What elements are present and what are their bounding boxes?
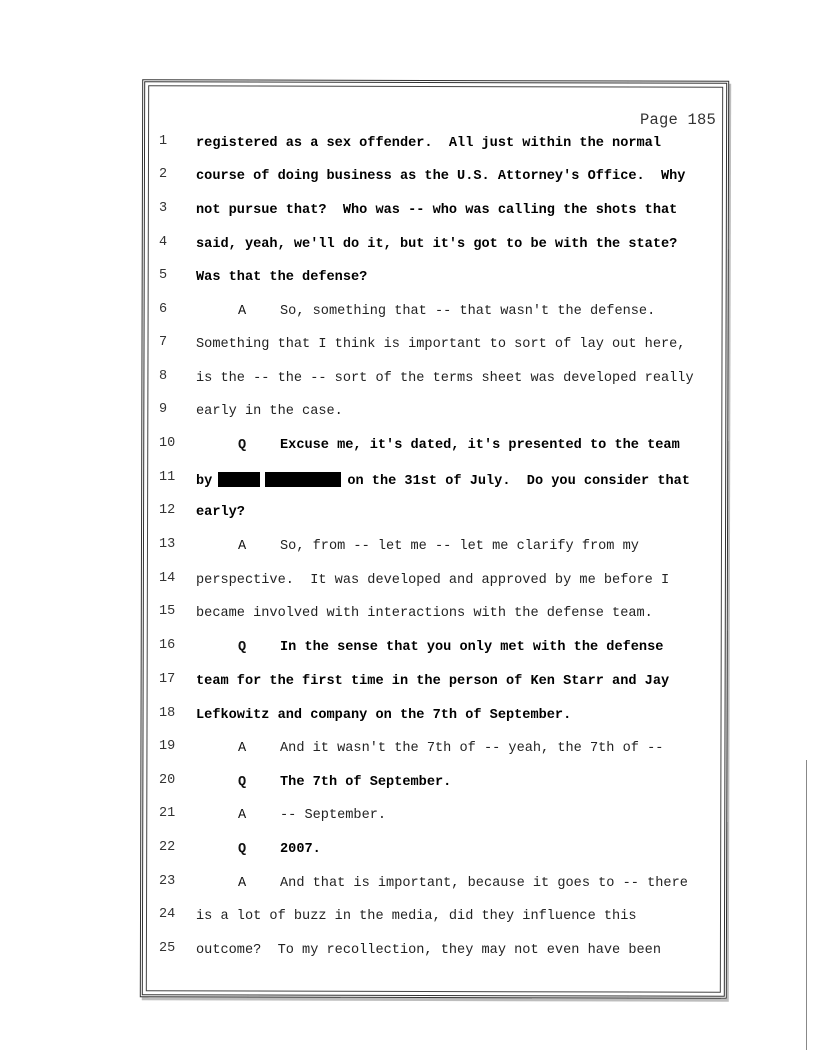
transcript-line	[0, 876, 816, 896]
line-text: In the sense that you only met with the defense	[280, 640, 664, 655]
transcript-line	[0, 337, 816, 357]
line-text: course of doing business as the U.S. Attorney's Office. Why	[196, 169, 686, 184]
line-text: not pursue that? Who was -- who was calling the shots that	[196, 203, 678, 218]
scan-edge-line	[806, 760, 807, 1050]
line-text: 2007.	[280, 842, 321, 857]
line-number: 5	[159, 268, 168, 283]
transcript-line	[0, 573, 816, 593]
line-text: became involved with interactions with the defense team.	[196, 606, 653, 621]
line-number: 2	[159, 167, 168, 182]
speaker-label: Q	[238, 640, 247, 655]
line-text: is the -- the -- sort of the terms sheet was developed really	[196, 371, 694, 386]
line-text: Excuse me, it's dated, it's presented to the team	[280, 438, 680, 453]
transcript-line	[0, 842, 816, 862]
transcript-line	[0, 169, 816, 189]
line-number: 23	[159, 874, 176, 889]
transcript-line	[0, 708, 816, 728]
transcript-line	[0, 505, 816, 525]
line-number: 25	[159, 941, 176, 956]
speaker-label: Q	[238, 842, 247, 857]
transcript-line	[0, 943, 816, 963]
transcript-line	[0, 909, 816, 929]
transcript-line	[0, 237, 816, 257]
line-text: -- September.	[280, 808, 387, 823]
transcript-line	[0, 438, 816, 458]
line-text-after: on the 31st of July. Do you consider that	[347, 474, 690, 489]
line-number: 1	[159, 134, 168, 149]
line-text-before: by	[196, 474, 213, 489]
transcript-line	[0, 371, 816, 391]
line-number: 17	[159, 672, 176, 687]
line-text: is a lot of buzz in the media, did they influence this	[196, 909, 637, 924]
line-text	[196, 472, 690, 489]
transcript-line	[0, 640, 816, 660]
line-number: 9	[159, 402, 168, 417]
speaker-label: A	[238, 741, 247, 756]
transcript-line	[0, 203, 816, 223]
line-number: 7	[159, 335, 168, 350]
line-text: registered as a sex offender. All just within the normal	[196, 136, 661, 151]
line-text: Was that the defense?	[196, 270, 368, 285]
line-number: 18	[159, 706, 176, 721]
line-text: team for the first time in the person of Ken Starr and Jay	[196, 674, 670, 689]
speaker-label: A	[238, 876, 247, 891]
line-number: 12	[159, 503, 176, 518]
transcript-line	[0, 674, 816, 694]
line-number: 6	[159, 302, 168, 317]
speaker-label: Q	[238, 438, 247, 453]
speaker-label: A	[238, 539, 247, 554]
speaker-label: Q	[238, 775, 247, 790]
line-number: 20	[159, 773, 176, 788]
line-number: 11	[159, 470, 176, 485]
redaction-block	[218, 472, 260, 487]
speaker-label: A	[238, 808, 247, 823]
line-number: 15	[159, 604, 176, 619]
line-text: perspective. It was developed and approved by me before I	[196, 573, 670, 588]
line-text: The 7th of September.	[280, 775, 452, 790]
transcript-line	[0, 539, 816, 559]
line-text: Something that I think is important to sort of lay out here,	[196, 337, 686, 352]
line-text: early?	[196, 505, 245, 520]
transcript-line	[0, 775, 816, 795]
line-text: Lefkowitz and company on the 7th of September.	[196, 708, 572, 723]
transcript-line	[0, 404, 816, 424]
speaker-label: A	[238, 304, 247, 319]
line-number: 24	[159, 907, 176, 922]
page-number: Page 185	[639, 111, 716, 129]
line-number: 10	[159, 436, 176, 451]
transcript-line	[0, 270, 816, 290]
line-text: early in the case.	[196, 404, 343, 419]
line-number: 3	[159, 201, 168, 216]
transcript-line	[0, 741, 816, 761]
line-text: And that is important, because it goes to -- there	[280, 876, 688, 891]
transcript-line	[0, 472, 816, 492]
transcript-line	[0, 304, 816, 324]
line-text: So, from -- let me -- let me clarify from my	[280, 539, 639, 554]
line-number: 8	[159, 369, 168, 384]
transcript-line	[0, 606, 816, 626]
line-text: outcome? To my recollection, they may not even have been	[196, 943, 661, 958]
line-number: 19	[159, 739, 176, 754]
line-number: 4	[159, 235, 168, 250]
line-number: 14	[159, 571, 176, 586]
redaction-block	[265, 472, 341, 487]
line-number: 16	[159, 638, 176, 653]
line-text: And it wasn't the 7th of -- yeah, the 7th of --	[280, 741, 664, 756]
line-number: 13	[159, 537, 176, 552]
line-number: 21	[159, 806, 176, 821]
transcript-line	[0, 808, 816, 828]
line-text: said, yeah, we'll do it, but it's got to be with the state?	[196, 237, 678, 252]
line-text: So, something that -- that wasn't the defense.	[280, 304, 656, 319]
line-number: 22	[159, 840, 176, 855]
transcript-line	[0, 136, 816, 156]
